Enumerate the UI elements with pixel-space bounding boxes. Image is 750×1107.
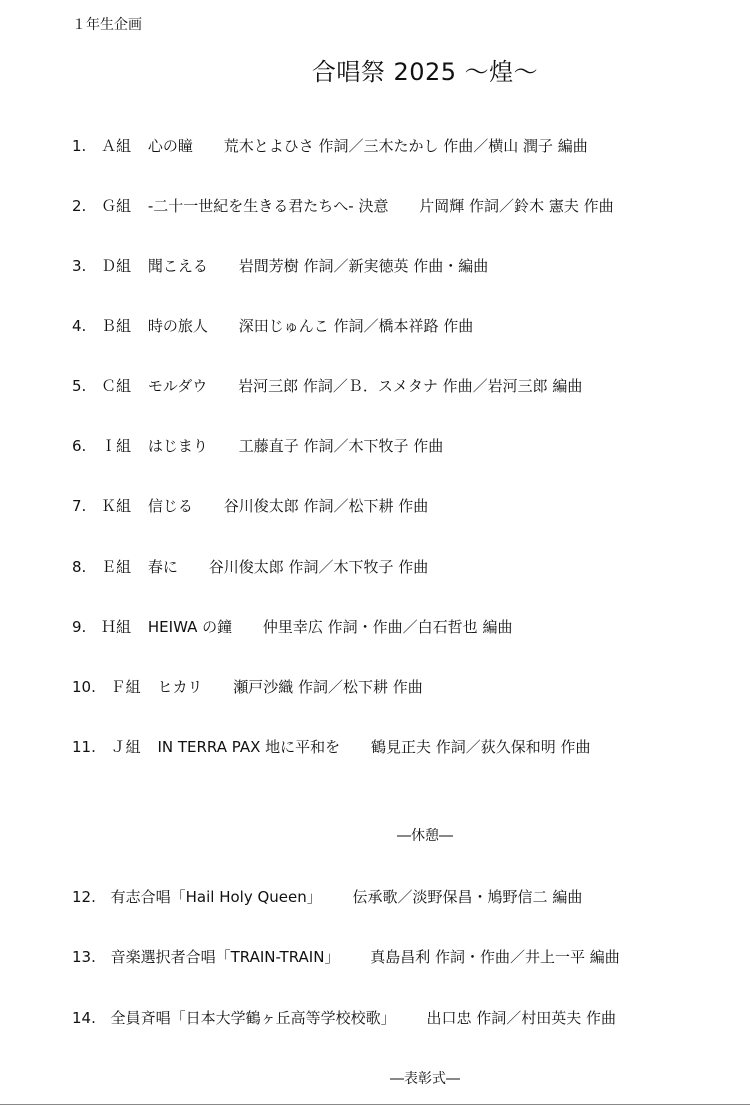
song-credits: 仲里幸広 作詞・作曲／白石哲也 編曲 — [262, 618, 513, 636]
song-title: HEIWA の鐘 — [147, 618, 233, 636]
page-title: 合唱祭 2025 ～煌～ — [311, 58, 539, 86]
song-title: 音楽選択者合唱「TRAIN-TRAIN」 — [110, 948, 340, 966]
song-title: 有志合唱「Hail Holy Queen」 — [110, 888, 322, 906]
program-item-10 — [72, 676, 730, 697]
song-title: ヒカリ — [157, 678, 203, 696]
program-item-12 — [72, 886, 730, 907]
item-number: 7. — [72, 497, 87, 515]
program-item-3 — [72, 255, 730, 276]
program-item-2 — [72, 195, 730, 216]
class-name: Ｂ組 — [101, 317, 132, 335]
program-item-9 — [72, 616, 730, 637]
item-number: 3. — [72, 257, 87, 275]
program-item-8 — [72, 556, 730, 577]
program-item-1 — [72, 135, 730, 156]
song-credits: 伝承歌／淡野保昌・鳩野信二 編曲 — [352, 888, 583, 906]
song-credits: 岩河三郎 作詞／Ｂ．スメタナ 作曲／岩河三郎 編曲 — [238, 377, 583, 395]
song-title: 聞こえる — [147, 257, 208, 275]
song-title: はじまり — [147, 437, 208, 455]
item-number: 6. — [72, 437, 87, 455]
program-item-4 — [72, 315, 730, 336]
song-credits: 出口忠 作詞／村田英夫 作曲 — [426, 1009, 616, 1027]
song-title: IN TERRA PAX 地に平和を — [157, 738, 341, 756]
song-credits: 深田じゅんこ 作詞／橋本祥路 作曲 — [238, 317, 474, 335]
program-item-11 — [72, 736, 730, 757]
class-name: Ｊ組 — [110, 738, 141, 756]
song-credits: 谷川俊太郎 作詞／木下牧子 作曲 — [208, 558, 429, 576]
item-number: 9. — [72, 618, 87, 636]
program-item-7 — [72, 495, 730, 516]
class-name: Ａ組 — [101, 137, 132, 155]
item-number: 14. — [72, 1009, 96, 1027]
song-credits: 瀬戸沙織 作詞／松下耕 作曲 — [233, 678, 423, 696]
song-credits: 片岡輝 作詞／鈴木 憲夫 作曲 — [419, 197, 614, 215]
song-title: モルダウ — [147, 377, 208, 395]
song-title: -二十一世紀を生きる君たちへ- 決意 — [147, 197, 389, 215]
song-title: 全員斉唱「日本大学鶴ヶ丘高等学校校歌」 — [110, 1009, 396, 1027]
class-name: Ｅ組 — [101, 558, 132, 576]
class-name: Ｉ組 — [101, 437, 132, 455]
class-name: Ｆ組 — [110, 678, 141, 696]
program-item-5 — [72, 375, 730, 396]
class-name: Ｈ組 — [101, 618, 132, 636]
song-title: 心の瞳 — [147, 137, 193, 155]
song-credits: 荒木とよひさ 作詞／三木たかし 作曲／横山 潤子 編曲 — [223, 137, 588, 155]
item-number: 8. — [72, 558, 87, 576]
program-item-13 — [72, 946, 730, 967]
class-name: Ｇ組 — [101, 197, 132, 215]
item-number: 12. — [72, 888, 96, 906]
song-credits: 谷川俊太郎 作詞／松下耕 作曲 — [223, 497, 429, 515]
page-divider — [0, 1104, 750, 1105]
song-title: 時の旅人 — [147, 317, 208, 335]
song-credits: 工藤直子 作詞／木下牧子 作曲 — [238, 437, 444, 455]
song-title: 春に — [147, 558, 178, 576]
intermission-label: ―休憩― — [397, 828, 453, 844]
item-number: 13. — [72, 948, 96, 966]
item-number: 10. — [72, 678, 96, 696]
song-credits: 鶴見正夫 作詞／荻久保和明 作曲 — [370, 738, 591, 756]
item-number: 5. — [72, 377, 87, 395]
song-credits: 岩間芳樹 作詞／新実徳英 作曲・編曲 — [238, 257, 489, 275]
item-number: 2. — [72, 197, 87, 215]
program-item-6 — [72, 435, 730, 456]
program-item-14 — [72, 1007, 730, 1028]
class-name: Ｃ組 — [101, 377, 132, 395]
class-name: Ｄ組 — [101, 257, 132, 275]
grade-note: １年生企画 — [72, 17, 142, 33]
item-number: 11. — [72, 738, 96, 756]
item-number: 1. — [72, 137, 87, 155]
song-credits: 真島昌利 作詞・作曲／井上一平 編曲 — [370, 948, 620, 966]
award-ceremony-label: ―表彰式― — [390, 1071, 460, 1087]
class-name: Ｋ組 — [101, 497, 132, 515]
item-number: 4. — [72, 317, 87, 335]
song-title: 信じる — [147, 497, 193, 515]
